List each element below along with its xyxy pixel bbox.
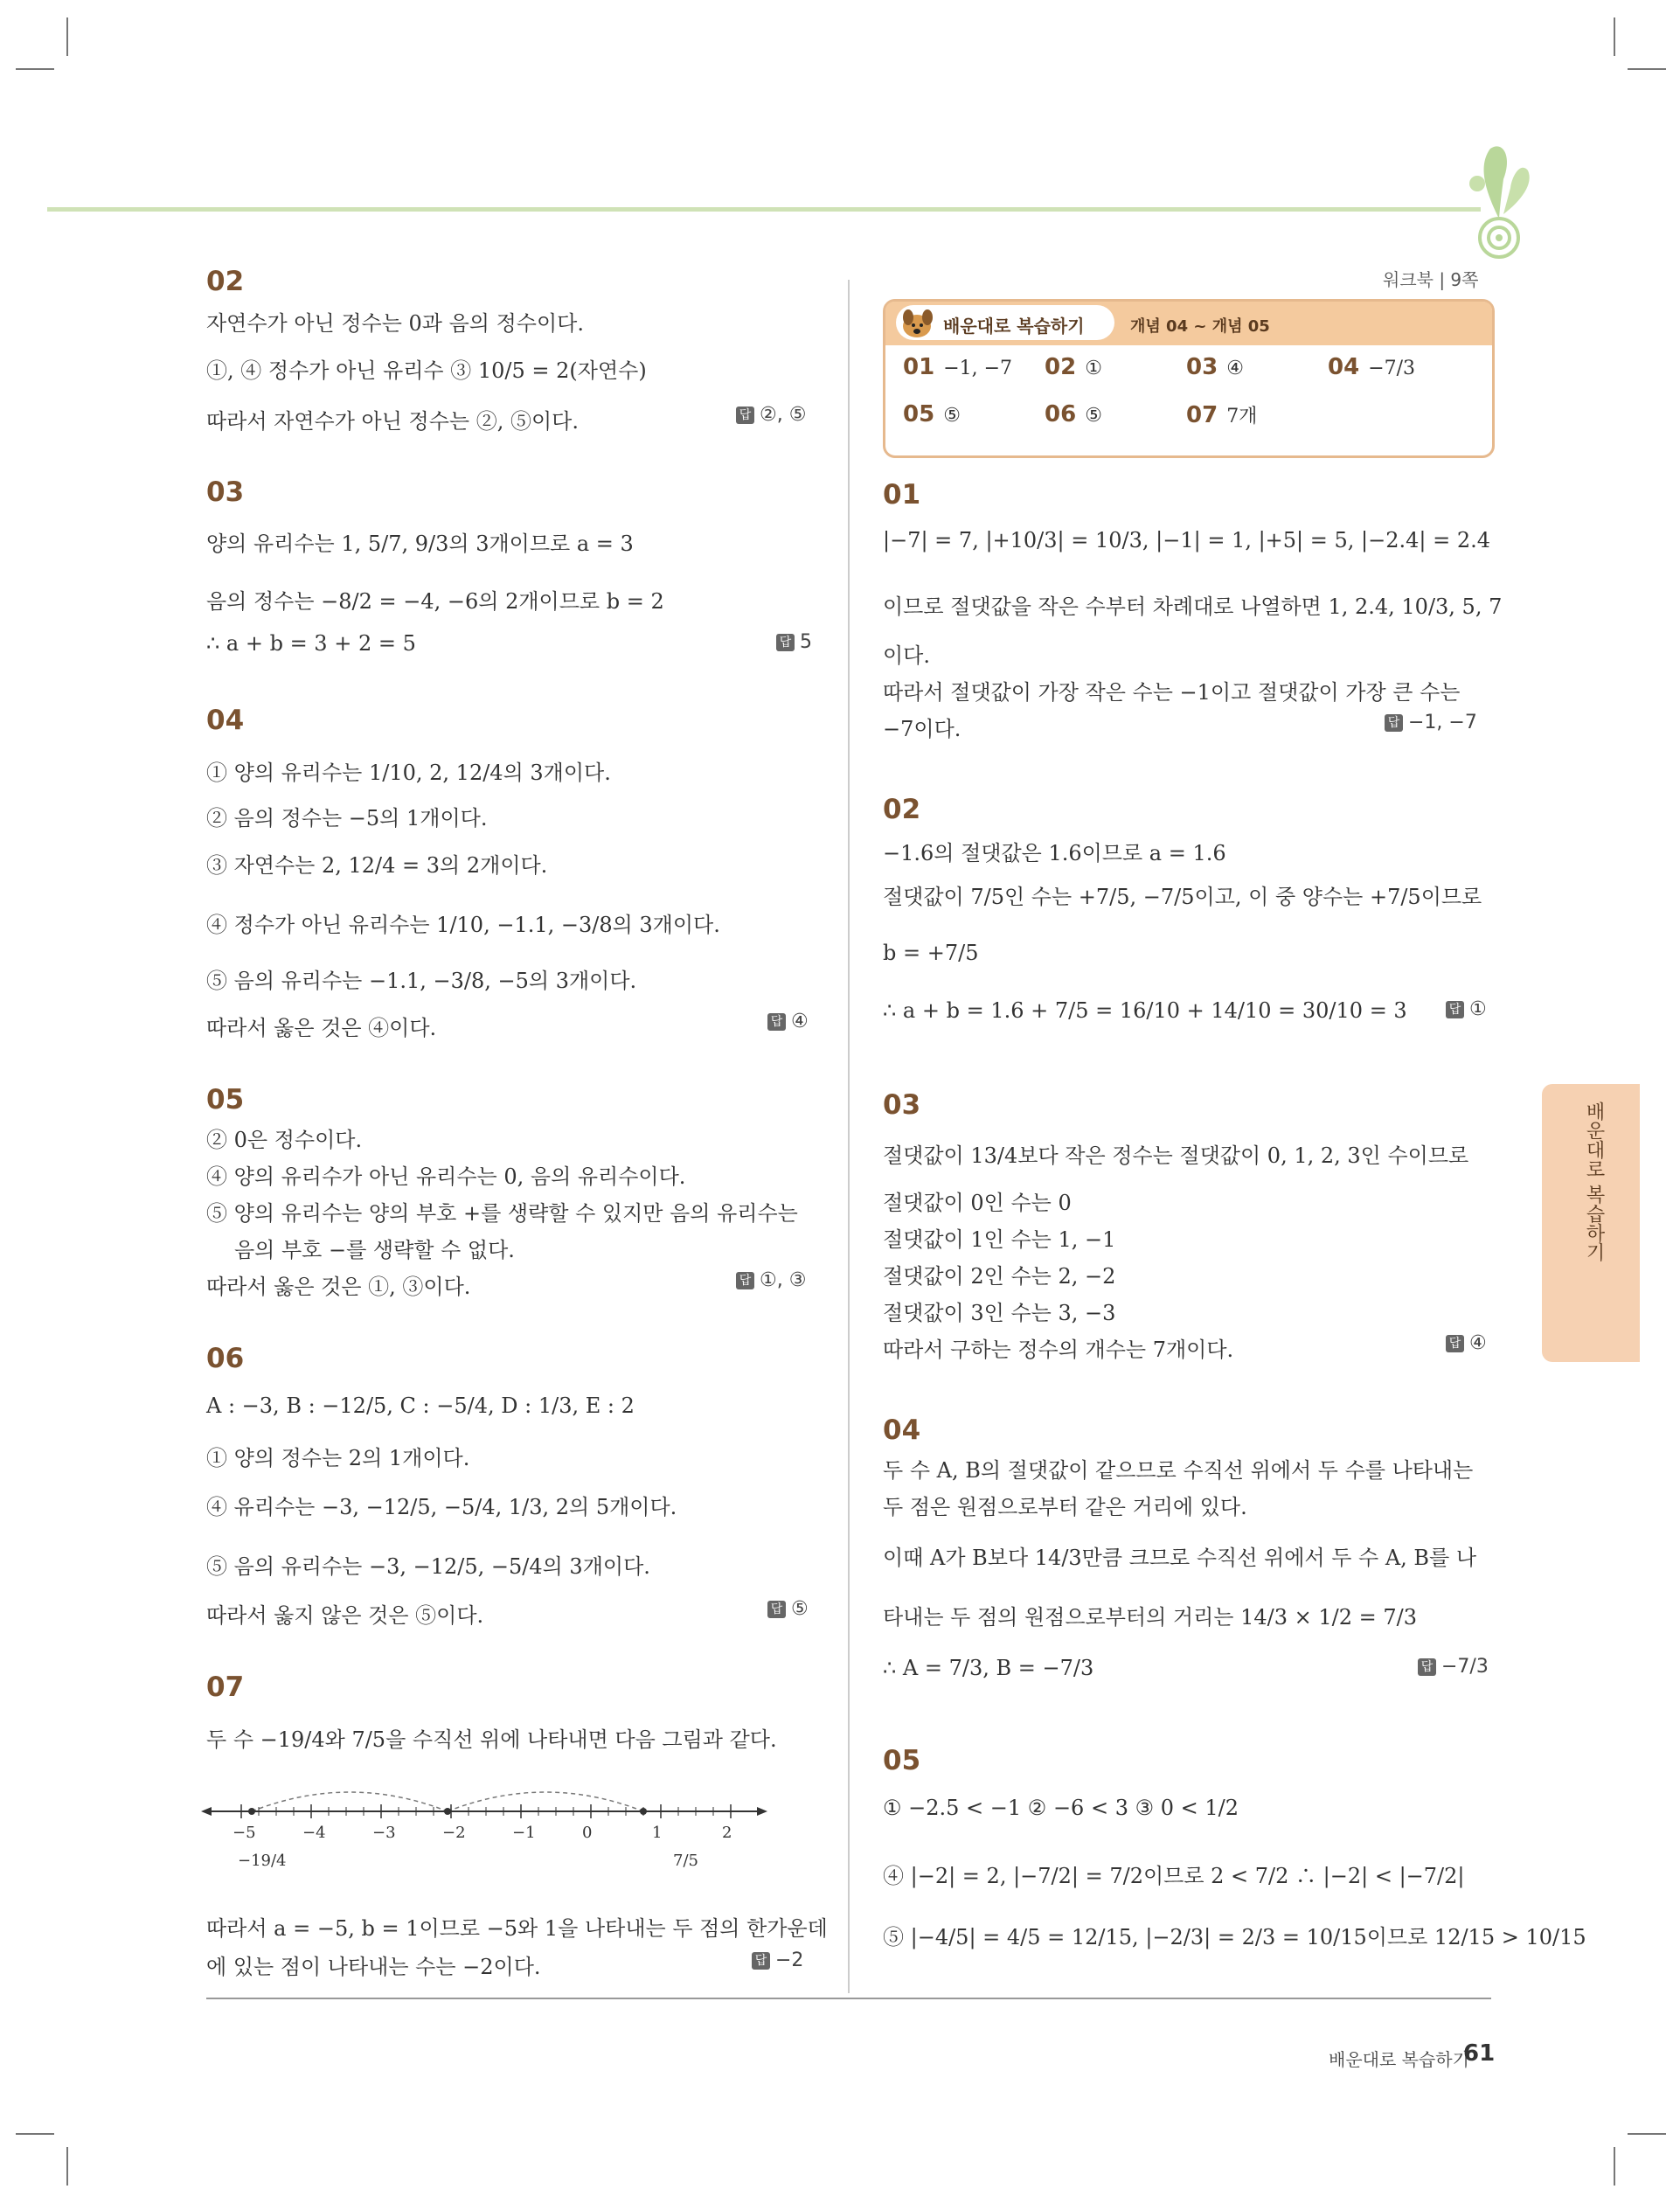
answer-icon: 답	[767, 1601, 786, 1618]
solution-line: 두 점은 원점으로부터 같은 거리에 있다.	[883, 1495, 1247, 1519]
solution-line: ① 양의 유리수는 1/10, 2, 12/4의 3개이다.	[206, 761, 611, 785]
answer	[736, 404, 806, 426]
problem-number: 03	[206, 476, 245, 508]
concept-range: 개념 04 ~ 개념 05	[1130, 317, 1270, 336]
answer-icon: 답	[767, 1013, 786, 1031]
side-tab-label: 배운대로 복습하기	[1583, 1102, 1605, 1261]
number-line-tick-label: −2	[442, 1824, 466, 1842]
solution-line: 음의 부호 −를 생략할 수 없다.	[234, 1238, 515, 1262]
answer	[1446, 1332, 1487, 1354]
footer-section: 배운대로 복습하기	[1329, 2049, 1469, 2070]
solution-line: |−7| = 7, |+10/3| = 10/3, |−1| = 1, |+5| = 5, |−2.4| = 2.4	[883, 528, 1491, 552]
answer-value: ④	[1469, 1332, 1487, 1354]
review-answer-value: ⑤	[943, 405, 961, 427]
number-line-tick-label: 1	[652, 1824, 663, 1842]
solution-line: ① −2.5 < −1 ② −6 < 3 ③ 0 < 1/2	[883, 1796, 1239, 1820]
solution-line: ∴ a + b = 3 + 2 = 5	[206, 631, 416, 656]
answer-icon: 답	[776, 634, 795, 651]
solution-line: ④ 양의 유리수가 아닌 유리수는 0, 음의 유리수이다.	[206, 1164, 686, 1189]
solution-line: 음의 정수는 −8/2 = −4, −6의 2개이므로 b = 2	[206, 589, 664, 614]
answer-value: −2	[775, 1949, 804, 1971]
solution-line: −7이다.	[883, 717, 961, 741]
crop-mark	[1628, 2133, 1666, 2135]
review-answer-number: 01	[903, 354, 935, 380]
review-answer-item	[1186, 354, 1244, 380]
answer	[736, 1269, 806, 1291]
leaf-ornament-icon	[1451, 131, 1547, 271]
answer-icon: 답	[1446, 1335, 1464, 1352]
number-line	[201, 1771, 769, 1885]
solution-line: 절댓값이 7/5인 수는 +7/5, −7/5이고, 이 중 양수는 +7/5이므로	[883, 885, 1482, 909]
solution-line: 따라서 절댓값이 가장 작은 수는 −1이고 절댓값이 가장 큰 수는	[883, 680, 1461, 705]
solution-line: ⑤ 음의 유리수는 −1.1, −3/8, −5의 3개이다.	[206, 969, 637, 993]
crop-mark	[1614, 17, 1615, 56]
solution-line: 이므로 절댓값을 작은 수부터 차례대로 나열하면 1, 2.4, 10/3, 5, 7	[883, 594, 1503, 619]
crop-mark	[1614, 2147, 1615, 2186]
answer-value: ①, ③	[760, 1269, 807, 1291]
answer	[1385, 712, 1477, 733]
answer-value: ④	[791, 1011, 809, 1032]
solution-line: 자연수가 아닌 정수는 0과 음의 정수이다.	[206, 311, 584, 336]
solution-line: 이때 A가 B보다 14/3만큼 크므로 수직선 위에서 두 수 A, B를 나	[883, 1546, 1477, 1570]
solution-line: ① 양의 정수는 2의 1개이다.	[206, 1446, 470, 1470]
review-answer-value: 7개	[1226, 406, 1258, 427]
review-answer-number: 06	[1045, 401, 1077, 427]
review-answer-item	[1045, 354, 1102, 380]
solution-line: ①, ④ 정수가 아닌 유리수 ③ 10/5 = 2(자연수)	[206, 358, 647, 383]
header-rule	[47, 207, 1481, 212]
problem-number: 05	[883, 1745, 921, 1776]
review-answer-item	[1186, 401, 1257, 428]
review-title: 배운대로 복습하기	[943, 316, 1085, 337]
solution-line: 따라서 옳은 것은 ①, ③이다.	[206, 1275, 471, 1299]
number-line-tick-label: −4	[302, 1824, 326, 1842]
solution-line: ⑤ |−4/5| = 4/5 = 12/15, |−2/3| = 2/3 = 10/15이므로 12/15 > 10/15	[883, 1925, 1586, 1949]
point-label-b: 7/5	[673, 1852, 698, 1870]
solution-line: A : −3, B : −12/5, C : −5/4, D : 1/3, E : 2	[206, 1393, 635, 1418]
solution-line: 따라서 구하는 정수의 개수는 7개이다.	[883, 1338, 1234, 1362]
answer	[1418, 1656, 1489, 1678]
solution-line: ④ |−2| = 2, |−7/2| = 7/2이므로 2 < 7/2 ∴ |−2| < |−7/2|	[883, 1864, 1465, 1888]
page-number: 61	[1463, 2040, 1496, 2067]
answer	[767, 1011, 809, 1032]
solution-line: ⑤ 음의 유리수는 −3, −12/5, −5/4의 3개이다.	[206, 1554, 650, 1579]
solution-line: ② 0은 정수이다.	[206, 1128, 363, 1152]
review-answer-value: ①	[1085, 358, 1102, 379]
problem-number: 01	[883, 479, 921, 511]
crop-mark	[1628, 68, 1666, 70]
review-answer-item	[903, 401, 961, 427]
problem-number: 04	[206, 705, 245, 736]
solution-line: 절댓값이 13/4보다 작은 정수는 절댓값이 0, 1, 2, 3인 수이므로	[883, 1143, 1469, 1168]
problem-number: 02	[206, 266, 245, 297]
crop-mark	[66, 2147, 68, 2186]
answer	[776, 631, 812, 653]
answer-value: −7/3	[1441, 1656, 1489, 1678]
answer-value: ①	[1469, 998, 1487, 1020]
solution-line: 두 수 A, B의 절댓값이 같으므로 수직선 위에서 두 수를 나타내는	[883, 1458, 1474, 1483]
solution-line: 두 수 −19/4와 7/5을 수직선 위에 나타내면 다음 그림과 같다.	[206, 1727, 777, 1752]
solution-line: 따라서 옳지 않은 것은 ⑤이다.	[206, 1603, 484, 1628]
number-line-tick-label: 2	[722, 1824, 732, 1842]
answer-icon: 답	[1446, 1001, 1464, 1018]
answer-value: −1, −7	[1408, 712, 1477, 733]
answer	[767, 1598, 809, 1620]
dog-mascot-icon	[898, 305, 940, 342]
answer-icon: 답	[736, 1272, 754, 1289]
number-line-tick-label: −5	[233, 1824, 256, 1842]
answer-icon: 답	[736, 407, 754, 424]
answer-value: ②, ⑤	[760, 404, 807, 426]
problem-number: 05	[206, 1084, 245, 1115]
solution-line: −1.6의 절댓값은 1.6이므로 a = 1.6	[883, 841, 1226, 865]
review-answer-box	[883, 299, 1495, 458]
solution-line: 양의 유리수는 1, 5/7, 9/3의 3개이므로 a = 3	[206, 532, 634, 556]
solution-line: 따라서 자연수가 아닌 정수는 ②, ⑤이다.	[206, 409, 579, 434]
solution-line: ⑤ 양의 유리수는 양의 부호 +를 생략할 수 있지만 음의 유리수는	[206, 1201, 798, 1226]
review-answer-value: −1, −7	[943, 358, 1013, 379]
solution-line: ∴ a + b = 1.6 + 7/5 = 16/10 + 14/10 = 30/10 = 3	[883, 998, 1407, 1023]
solution-line: 절댓값이 0인 수는 0	[883, 1191, 1072, 1215]
solution-line: 따라서 옳은 것은 ④이다.	[206, 1016, 437, 1040]
number-line-tick-label: −1	[512, 1824, 536, 1842]
crop-mark	[16, 2133, 54, 2135]
review-answer-item	[1328, 354, 1415, 380]
review-answer-number: 03	[1186, 354, 1218, 380]
problem-number: 07	[206, 1671, 245, 1703]
solution-line: ④ 유리수는 −3, −12/5, −5/4, 1/3, 2의 5개이다.	[206, 1495, 677, 1519]
point-label-a: −19/4	[238, 1852, 287, 1870]
answer	[1446, 998, 1487, 1020]
problem-number: 02	[883, 794, 921, 825]
answer-icon: 답	[1418, 1658, 1436, 1676]
review-answer-value: ④	[1226, 358, 1244, 379]
problem-number: 04	[883, 1414, 921, 1446]
review-answer-item	[903, 354, 1012, 380]
review-answer-number: 02	[1045, 354, 1077, 380]
column-divider	[848, 280, 850, 1993]
review-answer-number: 07	[1186, 402, 1218, 428]
solution-line: ③ 자연수는 2, 12/4 = 3의 2개이다.	[206, 853, 548, 878]
review-answer-item	[1045, 401, 1102, 427]
solution-line: 이다.	[883, 643, 930, 668]
review-answer-value: −7/3	[1368, 358, 1416, 379]
solution-line: 에 있는 점이 나타내는 수는 −2이다.	[206, 1955, 541, 1979]
answer-value: ⑤	[791, 1598, 809, 1620]
solution-line: 타내는 두 점의 원점으로부터의 거리는 14/3 × 1/2 = 7/3	[883, 1605, 1417, 1630]
solution-line: ∴ A = 7/3, B = −7/3	[883, 1656, 1094, 1680]
solution-line: 절댓값이 2인 수는 2, −2	[883, 1264, 1116, 1289]
review-answer-number: 05	[903, 401, 935, 427]
solution-line: 절댓값이 1인 수는 1, −1	[883, 1227, 1116, 1252]
crop-mark	[16, 68, 54, 70]
problem-number: 06	[206, 1343, 245, 1374]
solution-line: ② 음의 정수는 −5의 1개이다.	[206, 806, 488, 830]
number-line-tick-label: 0	[582, 1824, 593, 1842]
number-line-tick-label: −3	[372, 1824, 396, 1842]
solution-line: 따라서 a = −5, b = 1이므로 −5와 1을 나타내는 두 점의 한가운데	[206, 1916, 828, 1941]
review-answer-value: ⑤	[1085, 405, 1102, 427]
solution-line: ④ 정수가 아닌 유리수는 1/10, −1.1, −3/8의 3개이다.	[206, 913, 720, 937]
problem-number: 03	[883, 1089, 921, 1121]
answer-icon: 답	[752, 1952, 770, 1970]
crop-mark	[66, 17, 68, 56]
answer	[752, 1949, 803, 1971]
workbook-ref: 워크북 | 9쪽	[1383, 269, 1479, 290]
review-answer-grid	[903, 354, 1480, 450]
solution-line: 절댓값이 3인 수는 3, −3	[883, 1301, 1116, 1325]
answer-icon: 답	[1385, 714, 1403, 732]
solution-line: b = +7/5	[883, 941, 979, 965]
review-answer-number: 04	[1328, 354, 1360, 380]
bottom-rule	[206, 1998, 1491, 1999]
answer-value: 5	[800, 631, 812, 653]
